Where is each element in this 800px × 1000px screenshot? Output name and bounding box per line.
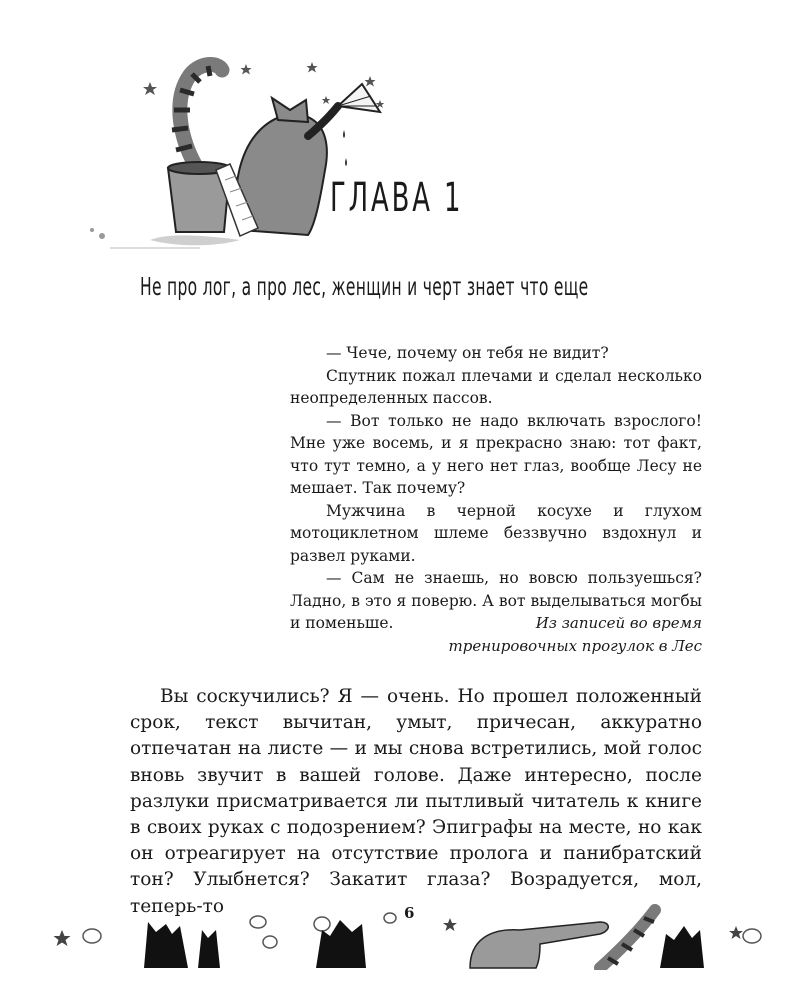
epigraph-paragraph: — Чече, почему он тебя не видит? [326, 344, 609, 362]
epigraph-paragraph: Мужчина в черной косухе и глухом мотоциклетном шлеме беззвучно вздохнул и развел руками. [290, 501, 702, 565]
epigraph-paragraph: — Сам не знаешь, но вовсю пользуешься? Ладно, в это я поверю. А вот выделываться могбы и поменьше. [290, 569, 702, 632]
body-paragraph: Вы соскучились? Я — очень. Но прошел положенный срок, текст вычитан, умыт, причесан, аккуратно отпечатан на листе — и мы снова встретились, мой голос вновь звучит в вашей голове. Даже интересно, после разлуки присматривается ли пытливый читатель к книге в своих руках с подозрением? Эпиграфы на месте, но как он отреагирует на отсутствие пролога и панибратский тон? Улыбнется? Закатит глаза? Возрадуется, мол, теперь-то [130, 686, 702, 917]
epigraph-source-line: тренировочных прогулок в Лес [448, 637, 702, 655]
body-text [130, 684, 702, 920]
chapter-subtitle: Не про лог, а про лес, женщин и черт знает что еще [140, 272, 589, 301]
epigraph-paragraph: — Вот только не надо включать взрослого! Мне уже восемь, и я прекрасно знаю: тот факт, что тут темно, а у него нет глаз, вообще Лесу не мешает. Так почему? [290, 411, 702, 497]
chapter-title: ГЛАВА 1 [330, 175, 464, 221]
page-number: 6 [404, 904, 415, 922]
epigraph-paragraph: Спутник пожал плечами и сделал несколько неопределенных пассов. [290, 366, 702, 407]
epigraph-source-line: Из записей во время [535, 614, 702, 632]
bubble-icon [83, 913, 761, 948]
cats-border-illustration [40, 900, 780, 970]
epigraph-source [430, 612, 702, 658]
cat-with-bucket-illustration [80, 40, 400, 260]
epigraph [290, 342, 702, 635]
